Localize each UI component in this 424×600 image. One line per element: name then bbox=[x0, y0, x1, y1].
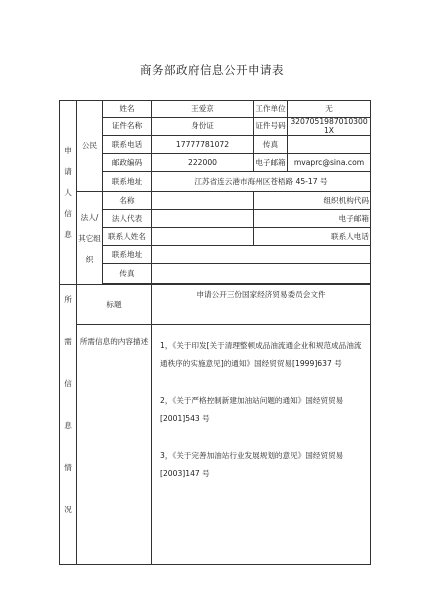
fax-field[interactable] bbox=[288, 136, 371, 154]
address-label: 联系地址 bbox=[103, 172, 152, 192]
id-no-label: 证件号码 bbox=[254, 118, 288, 136]
org-fax-field[interactable] bbox=[152, 264, 371, 284]
info-section-label: 所 需 信 息 情 况 bbox=[60, 285, 77, 565]
page-title: 商务部政府信息公开申请表 bbox=[140, 63, 284, 77]
org-address-label: 联系地址 bbox=[103, 246, 152, 264]
name-label: 姓名 bbox=[103, 101, 152, 118]
zip-field[interactable]: 222000 bbox=[152, 154, 254, 172]
name-field[interactable]: 王爱京 bbox=[152, 101, 254, 118]
workplace-field[interactable]: 无 bbox=[288, 101, 371, 118]
org-email-label: 电子邮箱 bbox=[254, 210, 371, 228]
subject-field[interactable]: 申请公开三份国家经济贸易委员会文件 bbox=[152, 285, 371, 325]
desc-field[interactable] bbox=[152, 325, 371, 565]
org-contact-label: 联系人姓名 bbox=[103, 228, 152, 246]
desc-item-1: 1，《关于印发[关于清理整顿成品油流通企业和规范成品油流通秩序的实施意见]的通知》国经贸贸易[1999]637 号 bbox=[160, 341, 362, 369]
org-fax-label: 传真 bbox=[103, 264, 152, 284]
phone-field[interactable]: 17777781072 bbox=[152, 136, 254, 154]
id-type-label: 证件名称 bbox=[103, 118, 152, 136]
org-rep-field[interactable] bbox=[152, 210, 254, 228]
workplace-label: 工作单位 bbox=[254, 101, 288, 118]
org-contact-phone-label: 联系人电话 bbox=[254, 228, 371, 246]
id-no-field[interactable]: 32070519870103001X bbox=[288, 118, 371, 136]
org-code-label: 组织机构代码 bbox=[254, 192, 371, 210]
fax-label: 传真 bbox=[254, 136, 288, 154]
org-name-label: 名称 bbox=[103, 192, 152, 210]
org-rep-label: 法人代表 bbox=[103, 210, 152, 228]
desc-label: 所需信息的内容描述 bbox=[77, 325, 152, 565]
org-contact-field[interactable] bbox=[152, 228, 254, 246]
zip-label: 邮政编码 bbox=[103, 154, 152, 172]
desc-item-3: 3，《关于完善加油站行业发展规划的意见》国经贸贸易[2003]147 号 bbox=[160, 451, 344, 479]
email-field[interactable]: mvaprc@sina.com bbox=[288, 154, 371, 172]
phone-label: 联系电话 bbox=[103, 136, 152, 154]
email-label: 电子邮箱 bbox=[254, 154, 288, 172]
citizen-group-label: 公民 bbox=[77, 101, 103, 192]
address-field[interactable]: 江苏省连云港市海州区苍梧路 45-17 号 bbox=[152, 172, 371, 192]
org-address-field[interactable] bbox=[152, 246, 371, 264]
desc-item-2: 2，《关于严格控制新建加油站问题的通知》国经贸贸易[2001]543 号 bbox=[160, 396, 344, 424]
id-type-field[interactable]: 身份证 bbox=[152, 118, 254, 136]
org-group-label: 法人/其它组织 bbox=[77, 192, 103, 285]
applicant-section-label: 申 请 人 信 息 bbox=[60, 101, 77, 285]
org-name-field[interactable] bbox=[152, 192, 254, 210]
application-form bbox=[59, 100, 371, 565]
subject-label: 标题 bbox=[77, 285, 152, 325]
